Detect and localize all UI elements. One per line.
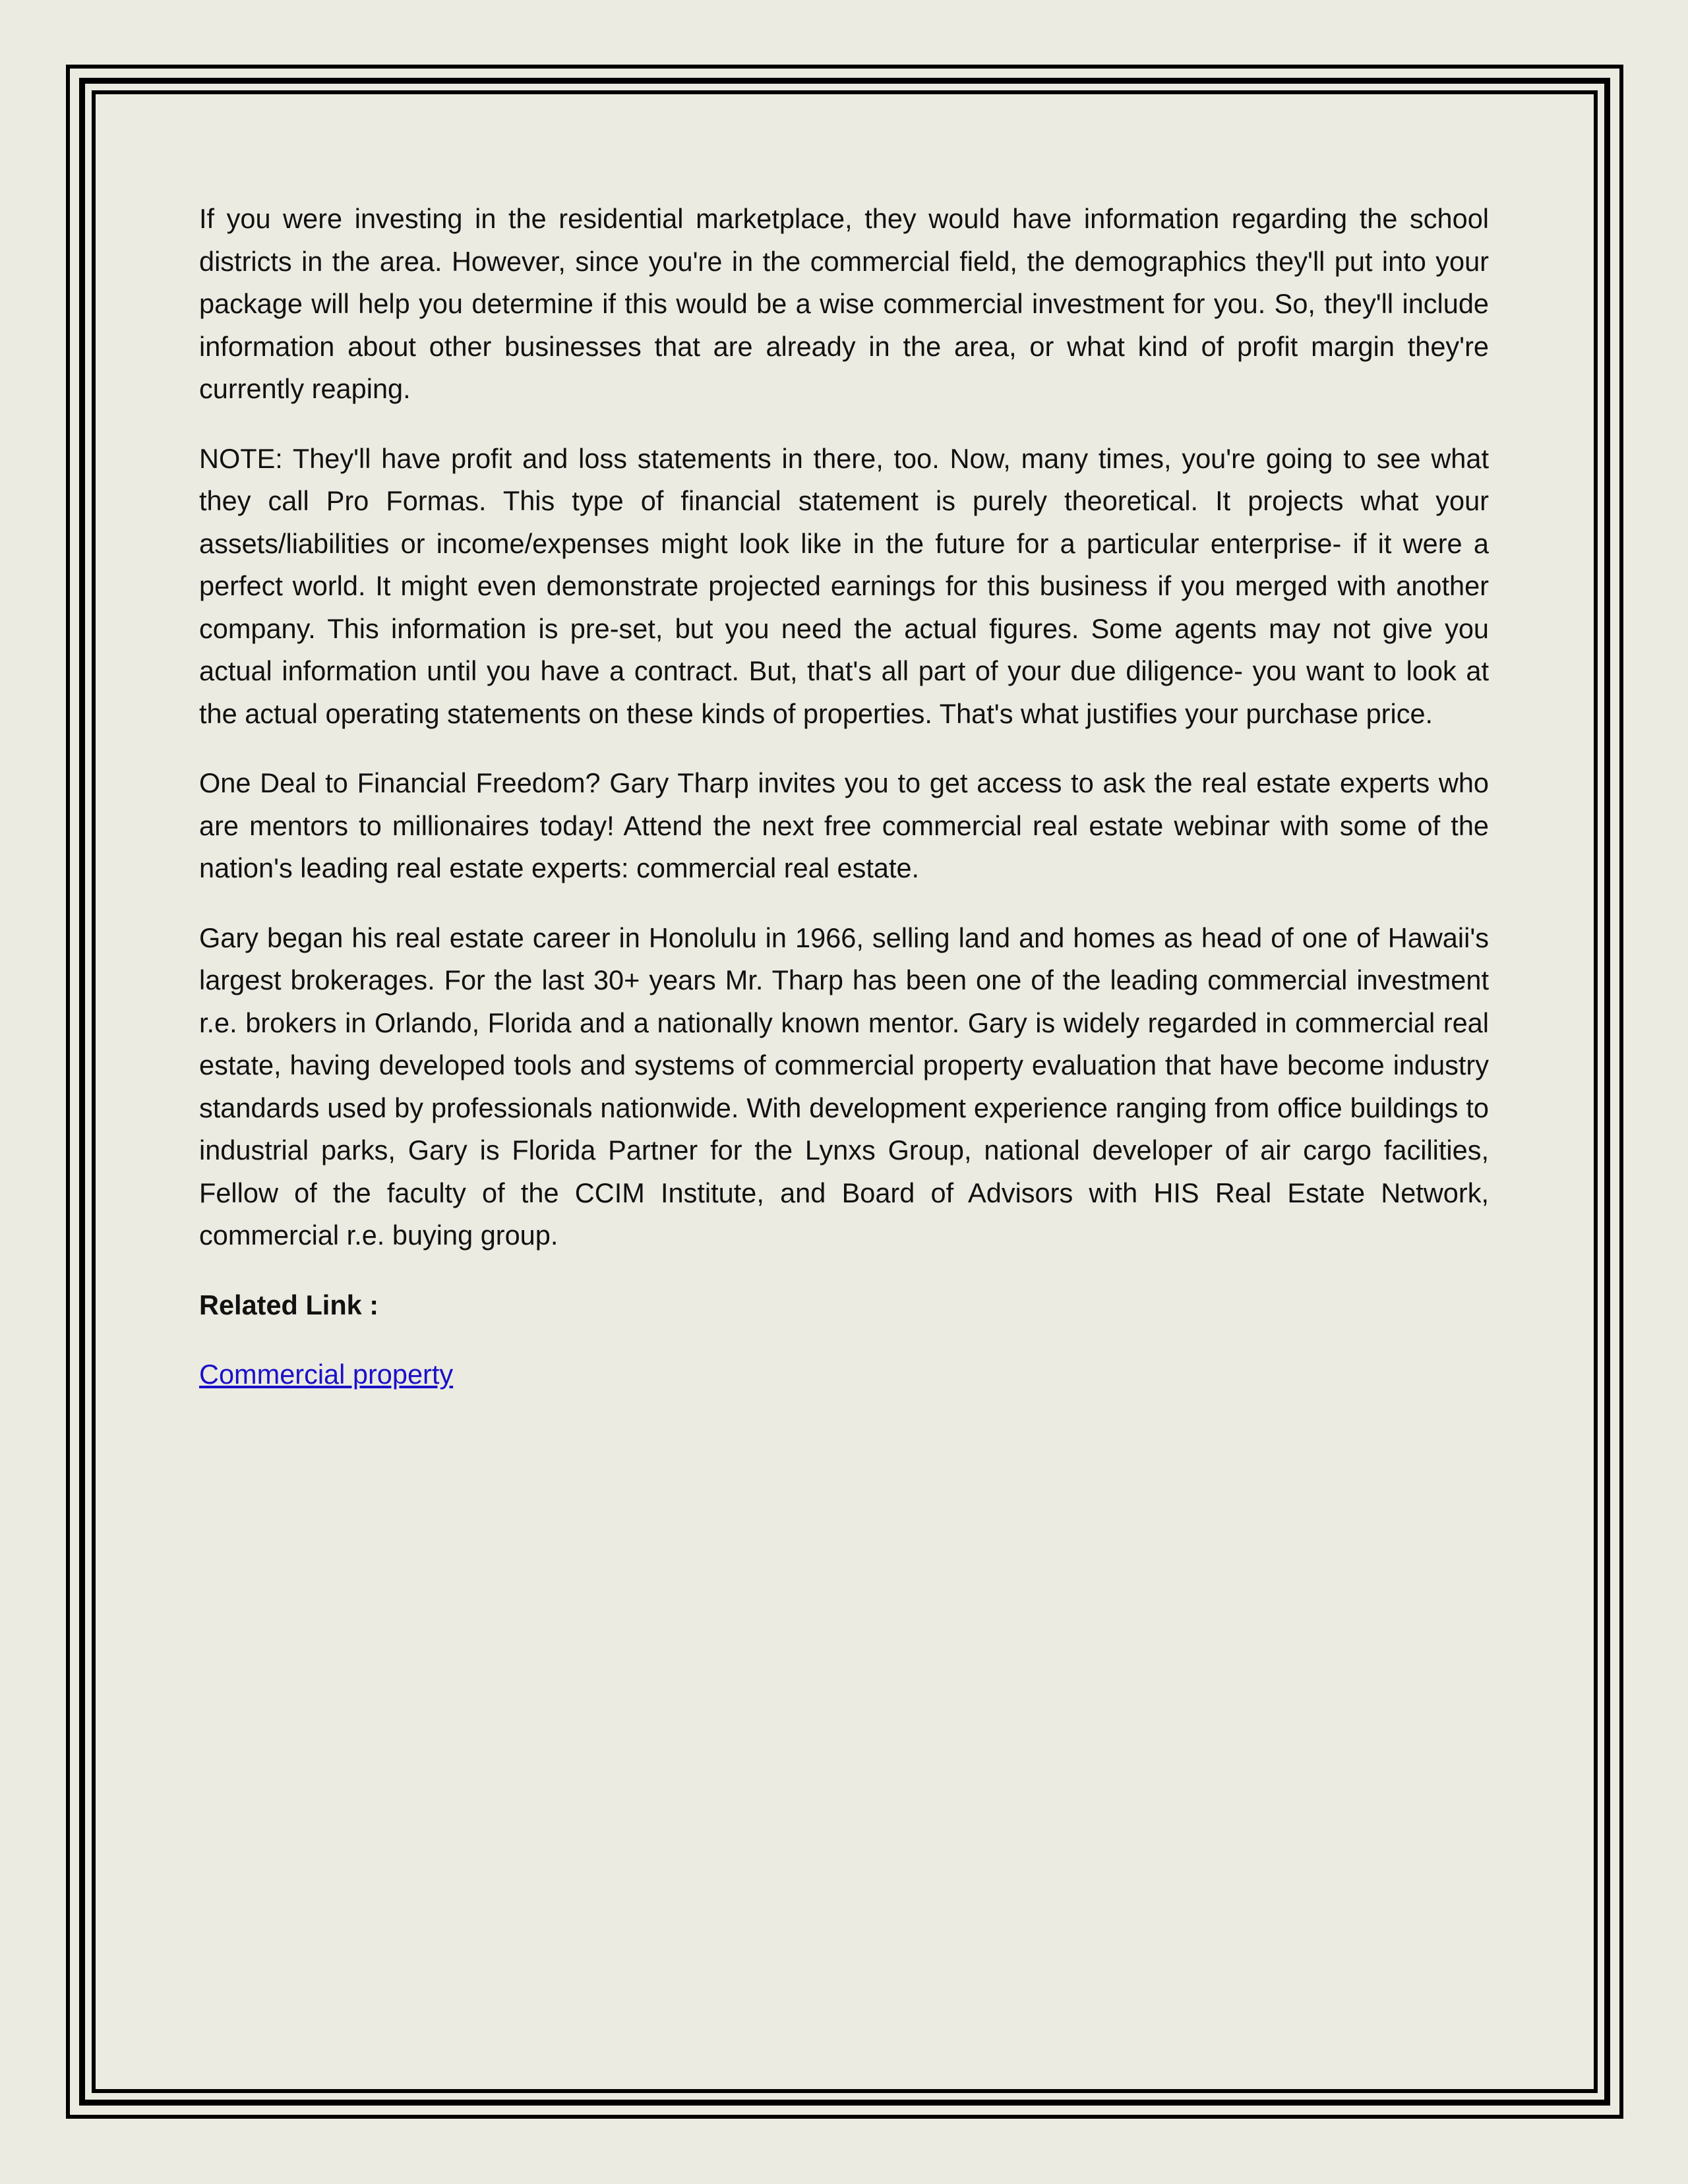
paragraph-note-pro-formas: NOTE: They'll have profit and loss statements in there, too. Now, many times, you're going to see what they call Pro Formas. This type of financial statement is purely theoretical. It projects what your assets/liabilities or income/expenses might look like in the future for a particular enterprise- if it were a perfect world. It might even demonstrate projected earnings for this business if you merged with another company. This information is pre-set, but you need the actual figures. Some agents may not give you actual information until you have a contract. But, that's all part of your due diligence- you want to look at the actual operating statements on these kinds of properties. That's what justifies your purchase price. bbox=[199, 442, 1489, 729]
commercial-property-link[interactable]: Commercial property bbox=[199, 1359, 454, 1390]
related-link-row bbox=[199, 1353, 1489, 1396]
paragraph-gary-bio: Gary began his real estate career in Honolulu in 1966, selling land and homes as head of one of Hawaii's largest brokerages. For the last 30+ years Mr. Tharp has been one of the leading commercial investment r.e. brokers in Orlando, Florida and a nationally known mentor. Gary is widely regarded in commercial real estate, having developed tools and systems of commercial property evaluation that have become industry standards used by professionals nationwide. With development experience ranging from office buildings to industrial parks, Gary is Florida Partner for the Lynxs Group, national developer of air cargo facilities, Fellow of the faculty of the CCIM Institute, and Board of Advisors with HIS Real Estate Network, commercial r.e. buying group. bbox=[199, 922, 1489, 1251]
paragraph-financial-freedom: One Deal to Financial Freedom? Gary Tharp invites you to get access to ask the real estate experts who are mentors to millionaires today! Attend the next free commercial real estate webinar with some of the nation's leading real estate experts: commercial real estate. bbox=[199, 767, 1489, 883]
paragraph-residential-info: If you were investing in the residential marketplace, they would have information regarding the school districts in the area. However, since you're in the commercial field, the demographics they'll put into your package will help you determine if this would be a wise commercial investment for you. So, they'll include information about other businesses that are already in the area, or what kind of profit margin they're currently reaping. bbox=[199, 203, 1489, 404]
document-body bbox=[199, 198, 1489, 1423]
related-link-label: Related Link : bbox=[199, 1289, 379, 1320]
